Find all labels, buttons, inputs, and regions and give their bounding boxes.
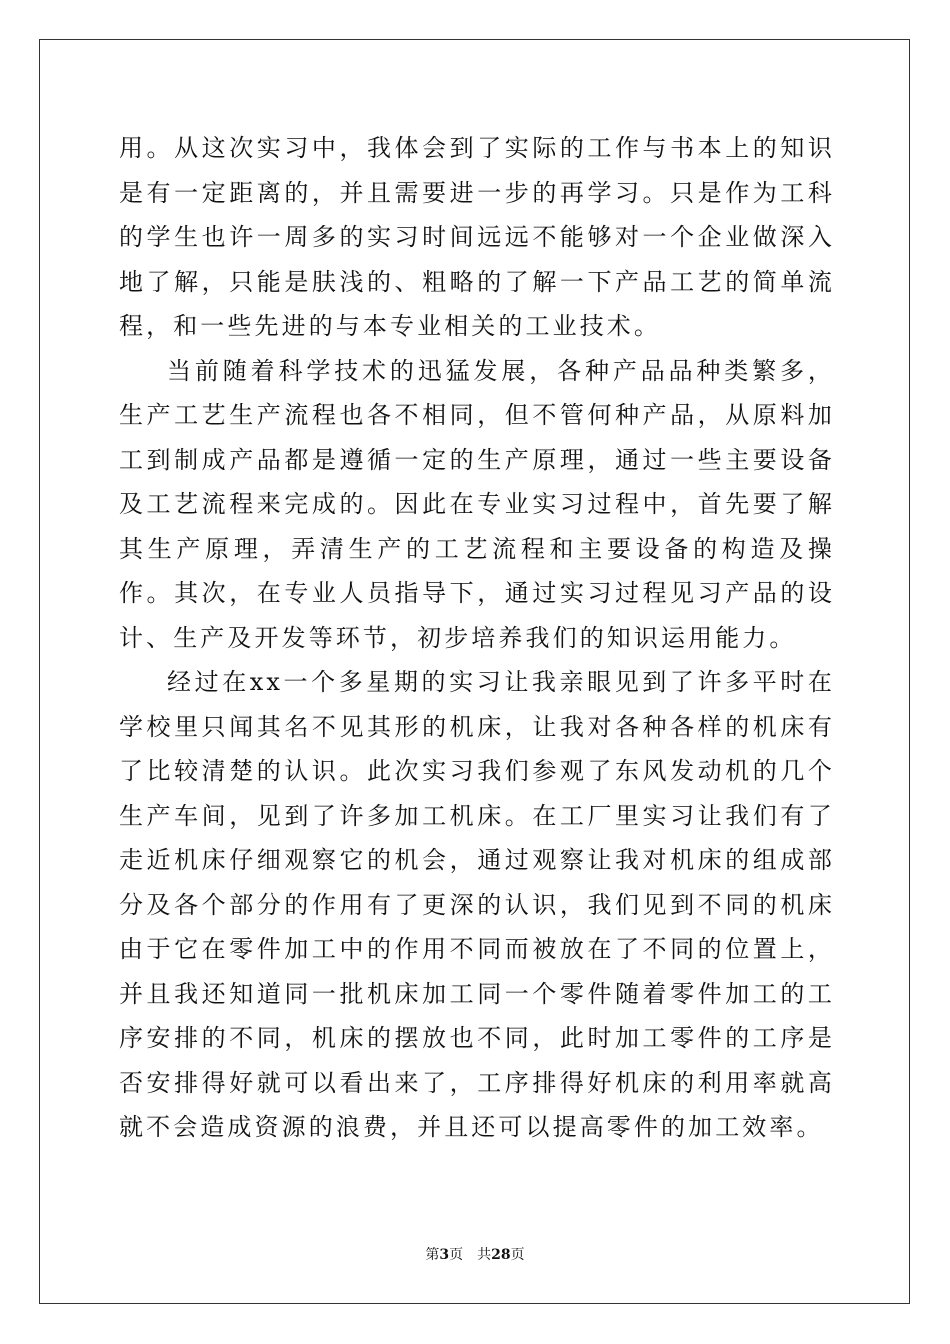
document-body (119, 126, 835, 1150)
page-suffix: 页 (449, 1247, 464, 1263)
page-prefix: 第 (425, 1247, 440, 1263)
total-suffix: 页 (510, 1247, 525, 1263)
page-footer (0, 1244, 950, 1264)
paragraph-2: 当前随着科学技术的迅猛发展，各种产品品种类繁多，生产工艺生产流程也各不相同，但不管何种产品，从原料加工到制成产品都是遵循一定的生产原理，通过一些主要设备及工艺流程来完成的。因此在专业实习过程中，首先要了解其生产原理，弄清生产的工艺流程和主要设备的构造及操作。其次，在专业人员指导下，通过实习过程见习产品的设计、生产及开发等环节，初步培养我们的知识运用能力。 (119, 356, 835, 652)
page-current: 3 (439, 1247, 450, 1263)
page-total: 28 (491, 1247, 511, 1263)
paragraph-3: 经过在xx一个多星期的实习让我亲眼见到了许多平时在学校里只闻其名不见其形的机床，让我对各种各样的机床有了比较清楚的认识。此次实习我们参观了东风发动机的几个生产车间，见到了许多加工机床。在工厂里实习让我们有了走近机床仔细观察它的机会，通过观察让我对机床的组成部分及各个部分的作用有了更深的认识，我们见到不同的机床由于它在零件加工中的作用不同而被放在了不同的位置上，并且我还知道同一批机床加工同一个零件随着零件加工的工序安排的不同，机床的摆放也不同，此时加工零件的工序是否安排得好就可以看出来了，工序排得好机床的利用率就高就不会造成资源的浪费，并且还可以提高零件的加工效率。 (119, 668, 835, 1141)
total-prefix: 共 (477, 1247, 492, 1263)
paragraph-1: 用。从这次实习中，我体会到了实际的工作与书本上的知识是有一定距离的，并且需要进一步的再学习。只是作为工科的学生也许一周多的实习时间远远不能够对一个企业做深入地了解，只能是肤浅的、粗略的了解一下产品工艺的简单流程，和一些先进的与本专业相关的工业技术。 (119, 134, 835, 340)
